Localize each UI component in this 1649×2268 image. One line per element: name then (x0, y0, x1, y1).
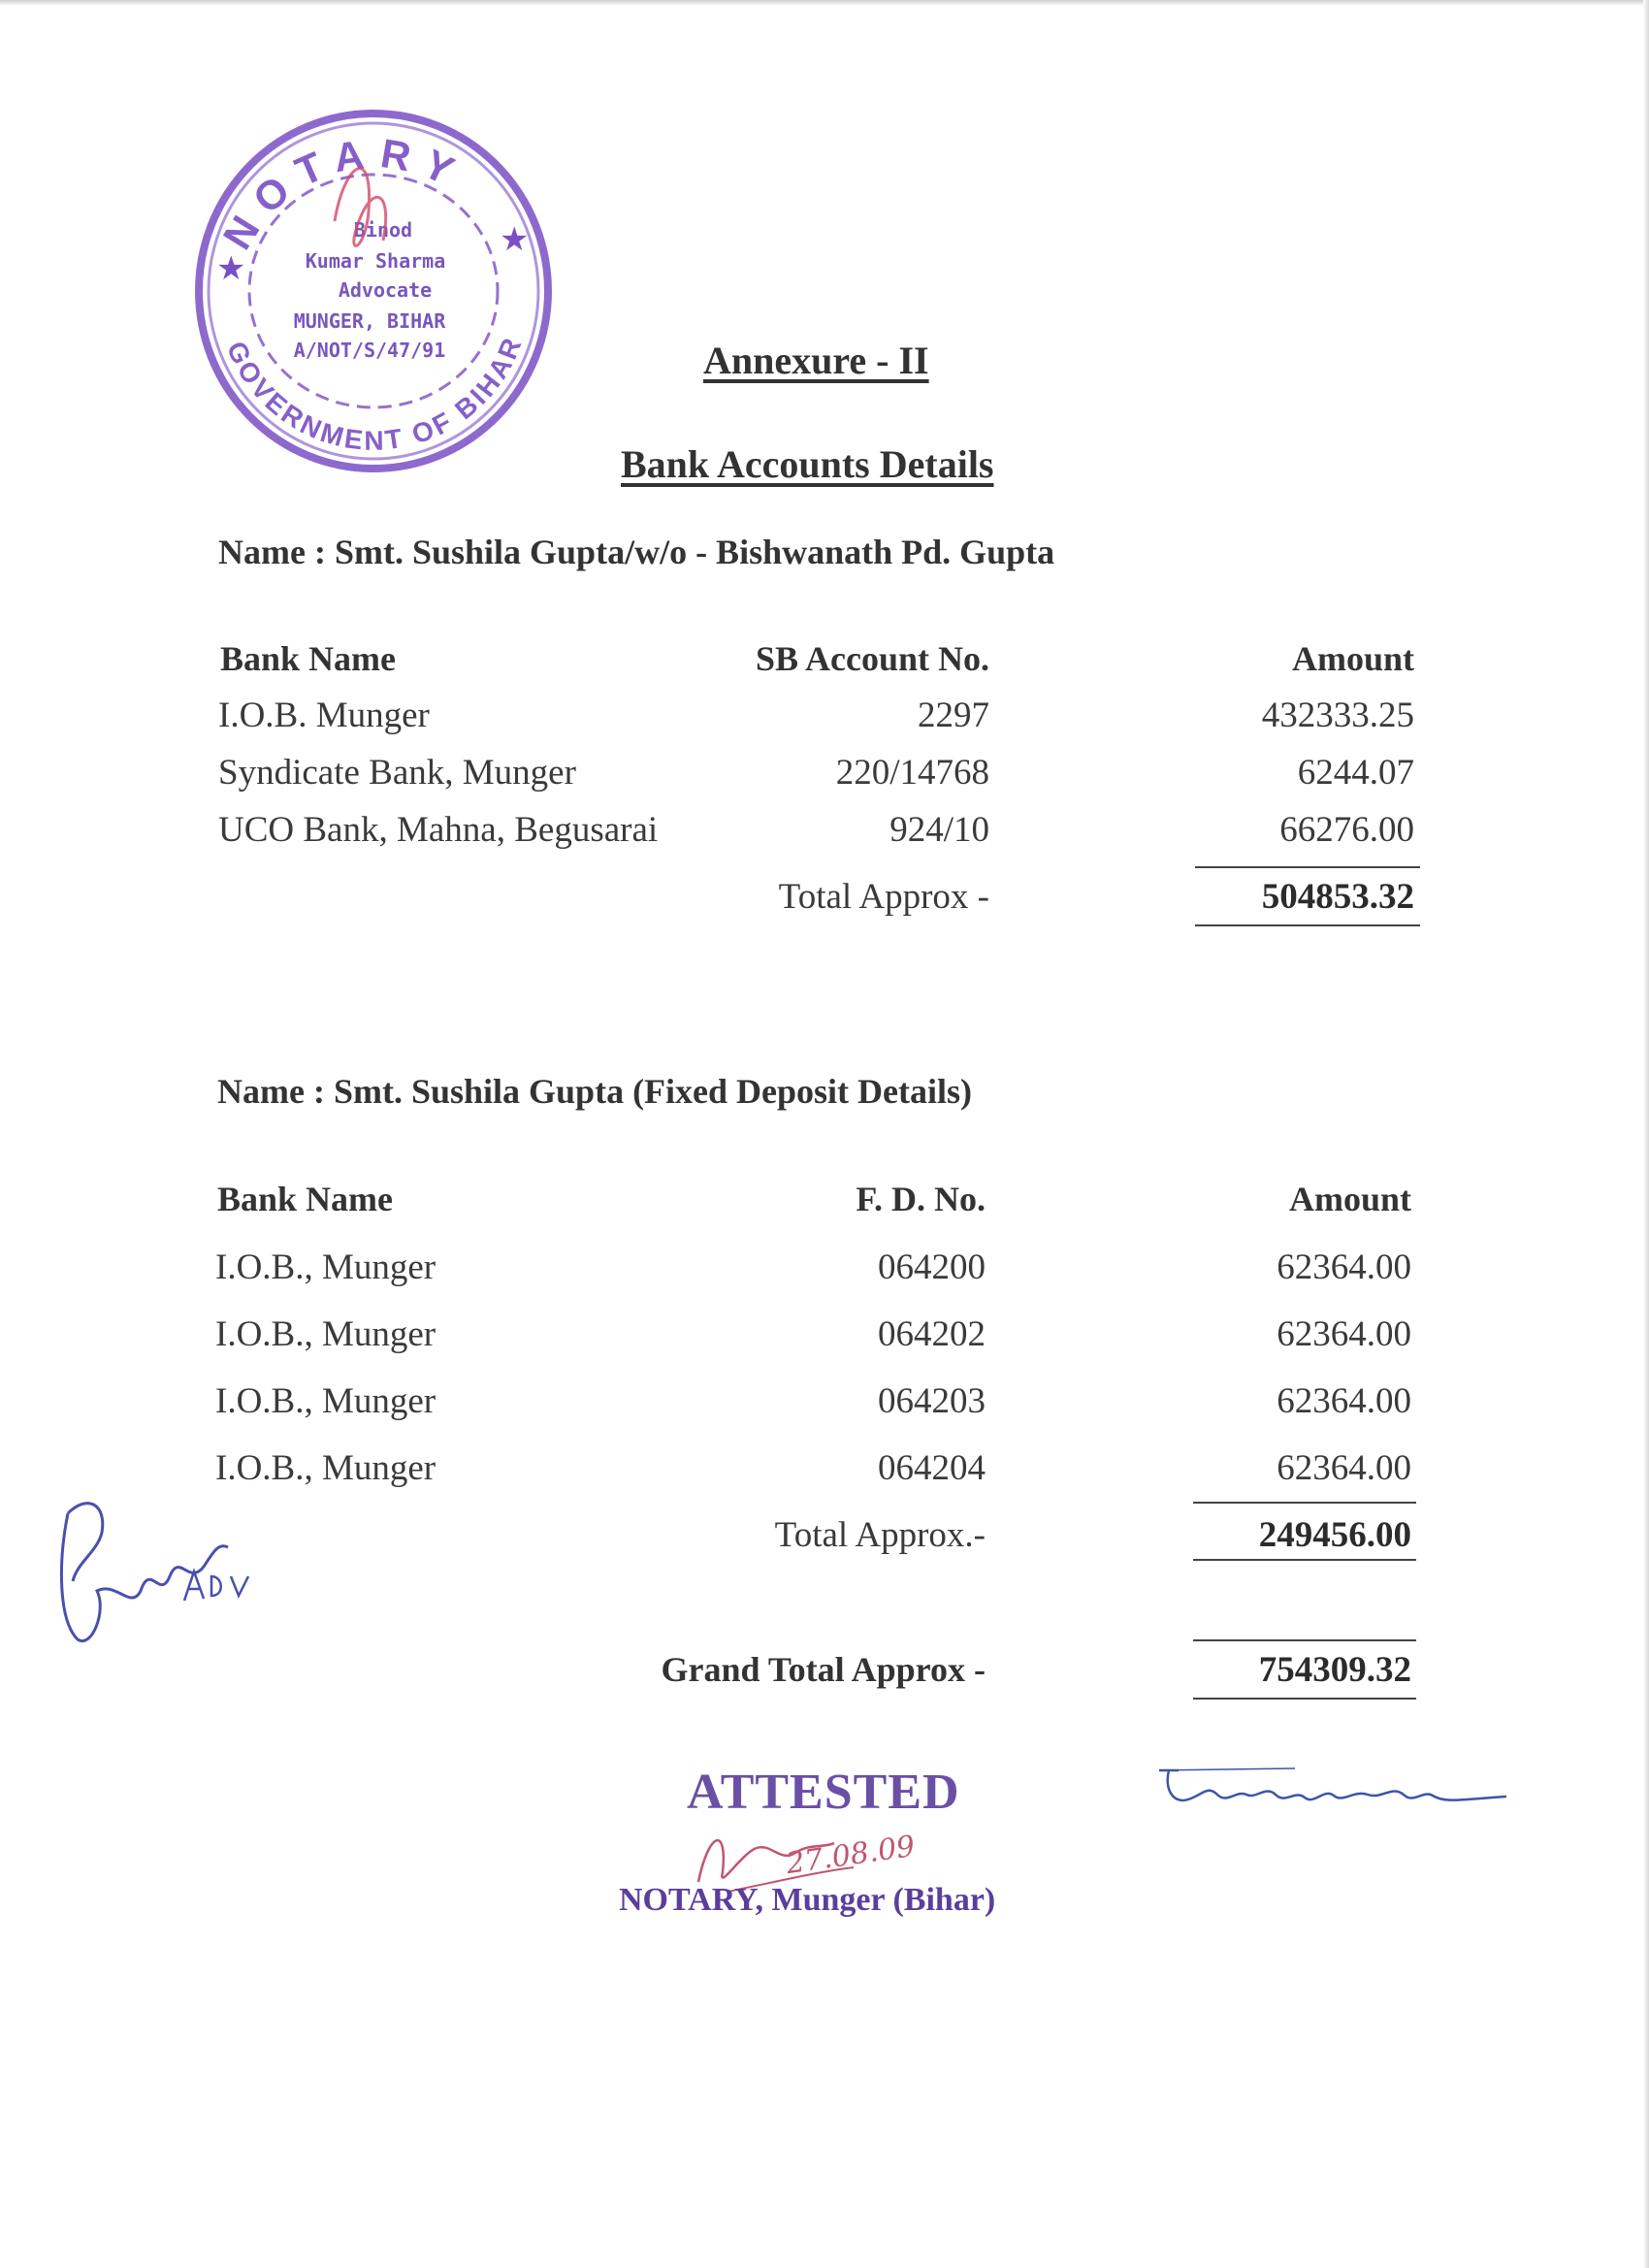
attestation-stamp (582, 1746, 1125, 1940)
stamp-ring-bottom: GOVERNMENT OF BIHAR (220, 331, 529, 456)
stamp-line-1: Binod (353, 218, 413, 242)
grand-total-value: 754309.32 (1258, 1650, 1411, 1690)
section-title: Bank Accounts Details (621, 442, 994, 486)
stamp-ring-top: NOTARY (213, 129, 473, 257)
fixed-bank-name: I.O.B., Munger (215, 1247, 436, 1287)
savings-name-line: Name : Smt. Sushila Gupta/w/o - Bishwanath Pd. Gupta (218, 533, 1055, 571)
fixed-fd-number: 064202 (878, 1314, 986, 1354)
fixed-amount: 62364.00 (1277, 1448, 1411, 1488)
stamp-line-2: Kumar Sharma (305, 249, 446, 273)
svg-text:★: ★ (500, 222, 530, 258)
fixed-header-fd-no: F. D. No. (856, 1180, 986, 1218)
svg-text:NOTARY (214, 130, 473, 257)
stamp-line-5: A/NOT/S/47/91 (293, 339, 446, 362)
attestation-notary-line: NOTARY, Munger (Bihar) (619, 1882, 996, 1918)
right-handwritten-signature (1149, 1751, 1518, 1829)
savings-amount: 6244.07 (1297, 753, 1414, 793)
savings-account-number: 220/14768 (835, 753, 989, 793)
fixed-bank-name: I.O.B., Munger (215, 1448, 436, 1488)
savings-header-bank: Bank Name (220, 639, 397, 678)
fixed-amount: 62364.00 (1277, 1247, 1411, 1287)
savings-bank-name: Syndicate Bank, Munger (218, 753, 576, 793)
savings-total-rule-bottom (1195, 924, 1420, 926)
fixed-header-amount: Amount (1288, 1180, 1411, 1218)
savings-amount: 66276.00 (1279, 810, 1414, 850)
savings-bank-name: UCO Bank, Mahna, Begusarai (218, 810, 659, 850)
savings-header-amount: Amount (1291, 639, 1414, 678)
notary-stamp (189, 105, 558, 478)
stamp-line-3: Advocate (338, 278, 433, 302)
fixed-total-rule-top (1193, 1502, 1416, 1504)
savings-total-label: Total Approx - (778, 877, 989, 917)
scan-edge-top (0, 0, 1649, 6)
annexure-title: Annexure - II (703, 339, 929, 382)
fixed-amount: 62364.00 (1277, 1381, 1411, 1421)
attestation-date: 27.08.09 (784, 1829, 918, 1882)
fixed-total-value: 249456.00 (1258, 1515, 1411, 1555)
fixed-bank-name: I.O.B., Munger (215, 1381, 436, 1421)
fixed-fd-number: 064203 (878, 1381, 986, 1421)
fixed-amount: 62364.00 (1277, 1314, 1411, 1354)
fixed-total-rule-bottom (1193, 1559, 1416, 1561)
fixed-bank-name: I.O.B., Munger (215, 1314, 436, 1354)
savings-amount: 432333.25 (1261, 696, 1414, 735)
savings-total-value: 504853.32 (1261, 877, 1414, 917)
grand-total-rule-bottom (1193, 1698, 1416, 1700)
grand-total-rule-top (1193, 1639, 1416, 1641)
stamp-line-4: MUNGER, BIHAR (293, 309, 446, 333)
fixed-fd-number: 064204 (878, 1448, 986, 1488)
svg-text:★: ★ (216, 251, 246, 287)
savings-account-number: 924/10 (889, 810, 989, 850)
grand-total-label: Grand Total Approx - (661, 1650, 986, 1689)
savings-account-number: 2297 (918, 696, 989, 735)
left-handwritten-signature (48, 1484, 281, 1659)
fixed-fd-number: 064200 (878, 1247, 986, 1287)
fixed-name-line: Name : Smt. Sushila Gupta (Fixed Deposit Details) (217, 1072, 973, 1111)
fixed-total-label: Total Approx.- (774, 1515, 986, 1555)
savings-bank-name: I.O.B. Munger (218, 696, 430, 735)
savings-header-account: SB Account No. (755, 639, 989, 678)
scan-edge-right (1643, 0, 1649, 2268)
savings-total-rule-top (1195, 866, 1420, 868)
fixed-header-bank: Bank Name (217, 1180, 394, 1218)
attested-stamp-word: ATTESTED (687, 1765, 960, 1820)
